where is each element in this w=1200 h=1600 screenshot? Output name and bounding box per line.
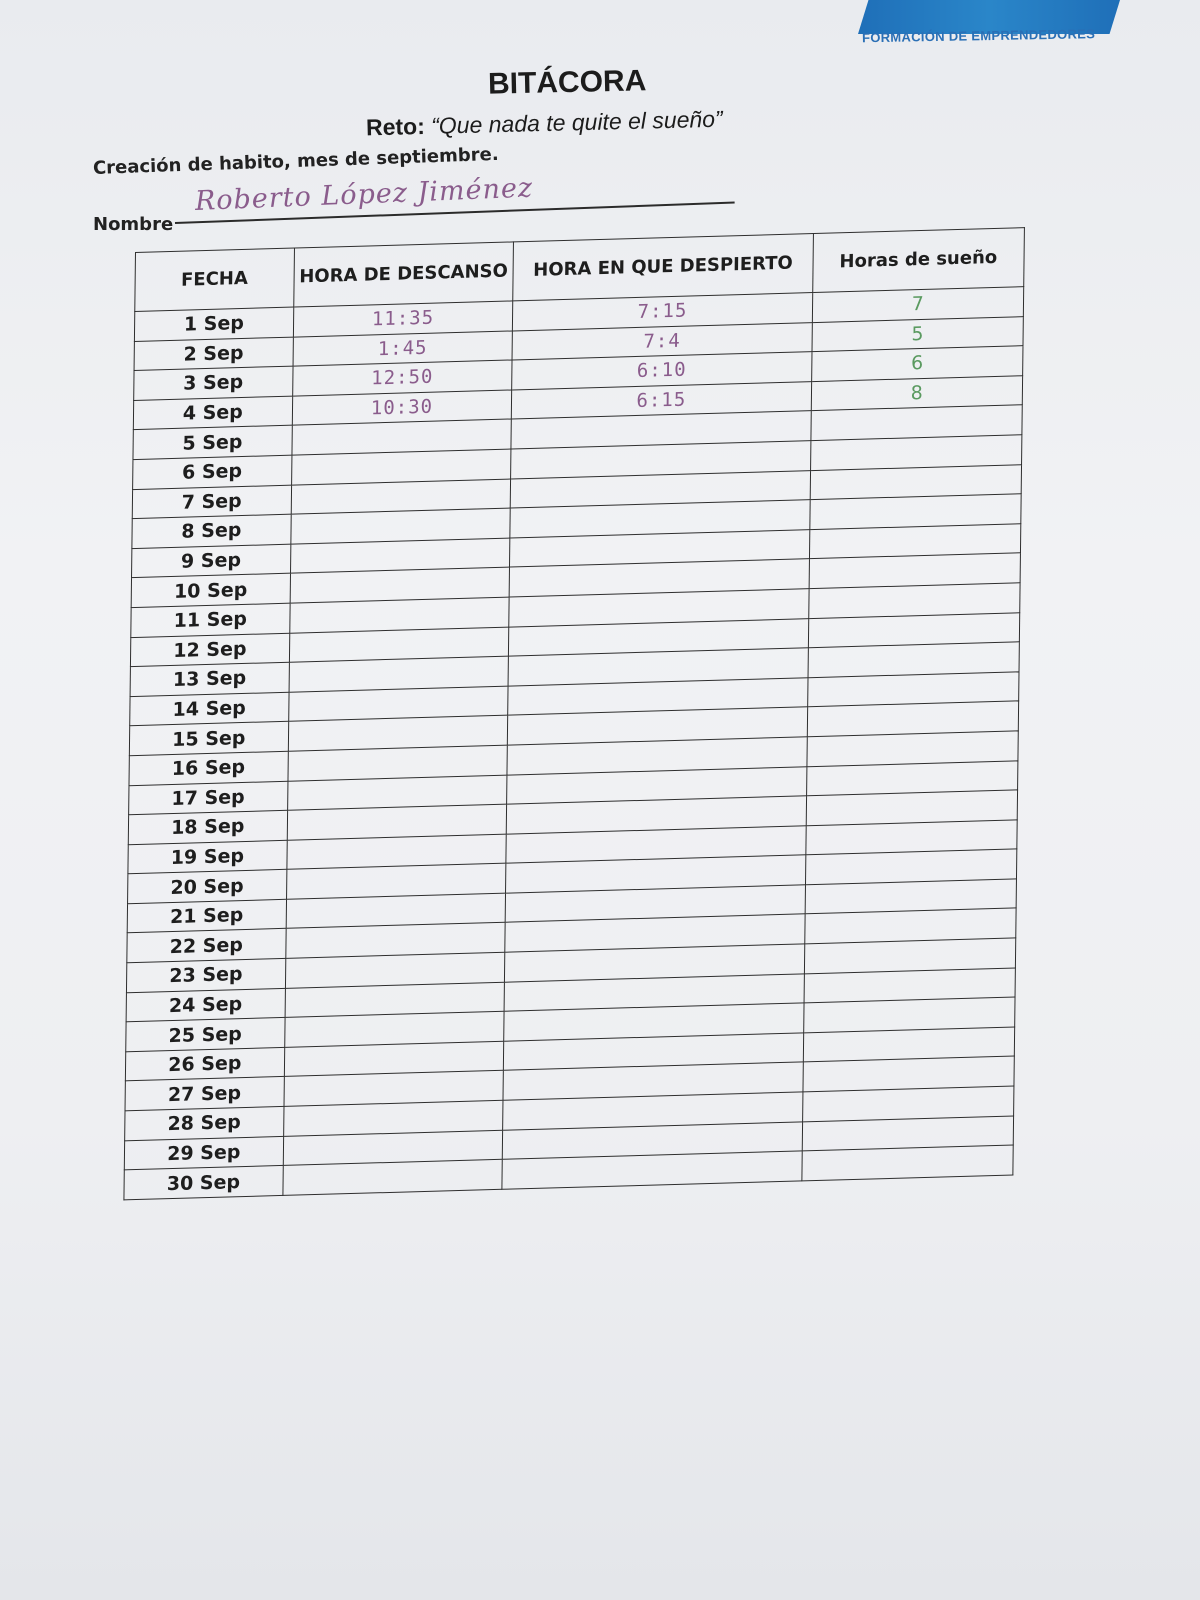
date-cell: 11 Sep — [131, 603, 290, 637]
sleep-hours-cell[interactable] — [801, 1145, 1013, 1181]
date-cell: 6 Sep — [133, 455, 292, 489]
bedtime-cell[interactable]: 10:30 — [292, 390, 512, 426]
name-field[interactable]: Roberto López Jiménez — [194, 172, 534, 217]
reto-text: “Que nada te quite el sueño” — [430, 105, 723, 139]
sleep-hours-cell[interactable]: 5 — [812, 316, 1024, 352]
wake-time-cell[interactable]: 7:4 — [512, 322, 812, 360]
sleep-hours-cell[interactable]: 6 — [811, 346, 1023, 382]
intro-text: Creación de habito, mes de septiembre. — [92, 143, 499, 179]
date-cell: 28 Sep — [125, 1106, 284, 1140]
column-header-hora-descanso: HORA DE DESCANSO — [293, 242, 513, 307]
wake-time-cell[interactable]: 6:10 — [512, 352, 812, 390]
date-cell: 22 Sep — [127, 929, 286, 963]
date-cell: 16 Sep — [129, 751, 288, 785]
date-cell: 5 Sep — [133, 426, 292, 460]
date-cell: 23 Sep — [126, 958, 285, 992]
challenge-subtitle — [366, 106, 723, 142]
date-cell: 15 Sep — [129, 722, 288, 756]
date-cell: 17 Sep — [129, 781, 288, 815]
date-cell: 27 Sep — [125, 1077, 284, 1111]
date-cell: 26 Sep — [125, 1047, 284, 1081]
sleep-log-table-wrap — [123, 227, 1025, 1200]
date-cell: 14 Sep — [130, 692, 289, 726]
bedtime-cell[interactable]: 12:50 — [292, 360, 512, 396]
date-cell: 19 Sep — [128, 840, 287, 874]
logo-tagline: FORMACIÓN DE EMPRENDEDORES — [861, 26, 1096, 46]
column-header-fecha: FECHA — [135, 248, 294, 311]
date-cell: 30 Sep — [124, 1166, 283, 1200]
wake-time-cell[interactable]: 7:15 — [513, 293, 813, 331]
date-cell: 8 Sep — [132, 514, 291, 548]
column-header-hora-despierto: HORA EN QUE DESPIERTO — [513, 234, 813, 301]
sleep-hours-cell[interactable]: 8 — [811, 375, 1023, 411]
bedtime-cell[interactable]: 11:35 — [293, 301, 513, 337]
date-cell: 24 Sep — [126, 988, 285, 1022]
wake-time-cell[interactable]: 6:15 — [512, 381, 812, 419]
date-cell: 3 Sep — [134, 366, 293, 400]
date-cell: 13 Sep — [130, 662, 289, 696]
date-cell: 1 Sep — [134, 307, 293, 341]
date-cell: 2 Sep — [134, 337, 293, 371]
column-header-horas-sueno: Horas de sueño — [812, 228, 1024, 293]
date-cell: 4 Sep — [133, 396, 292, 430]
date-cell: 10 Sep — [131, 574, 290, 608]
date-cell: 18 Sep — [128, 810, 287, 844]
sleep-log-table — [123, 227, 1025, 1200]
reto-label: Reto: — [365, 112, 426, 141]
page-title: BITÁCORA — [487, 64, 647, 101]
table-body — [124, 287, 1024, 1200]
date-cell: 12 Sep — [130, 633, 289, 667]
date-cell: 20 Sep — [128, 870, 287, 904]
date-cell: 7 Sep — [132, 485, 291, 519]
sleep-hours-cell[interactable]: 7 — [812, 287, 1024, 323]
date-cell: 9 Sep — [132, 544, 291, 578]
bedtime-cell[interactable] — [283, 1160, 503, 1196]
name-label: Nombre — [93, 214, 174, 235]
bedtime-cell[interactable]: 1:45 — [293, 331, 513, 367]
date-cell: 21 Sep — [127, 899, 286, 933]
date-cell: 25 Sep — [126, 1018, 285, 1052]
date-cell: 29 Sep — [124, 1136, 283, 1170]
